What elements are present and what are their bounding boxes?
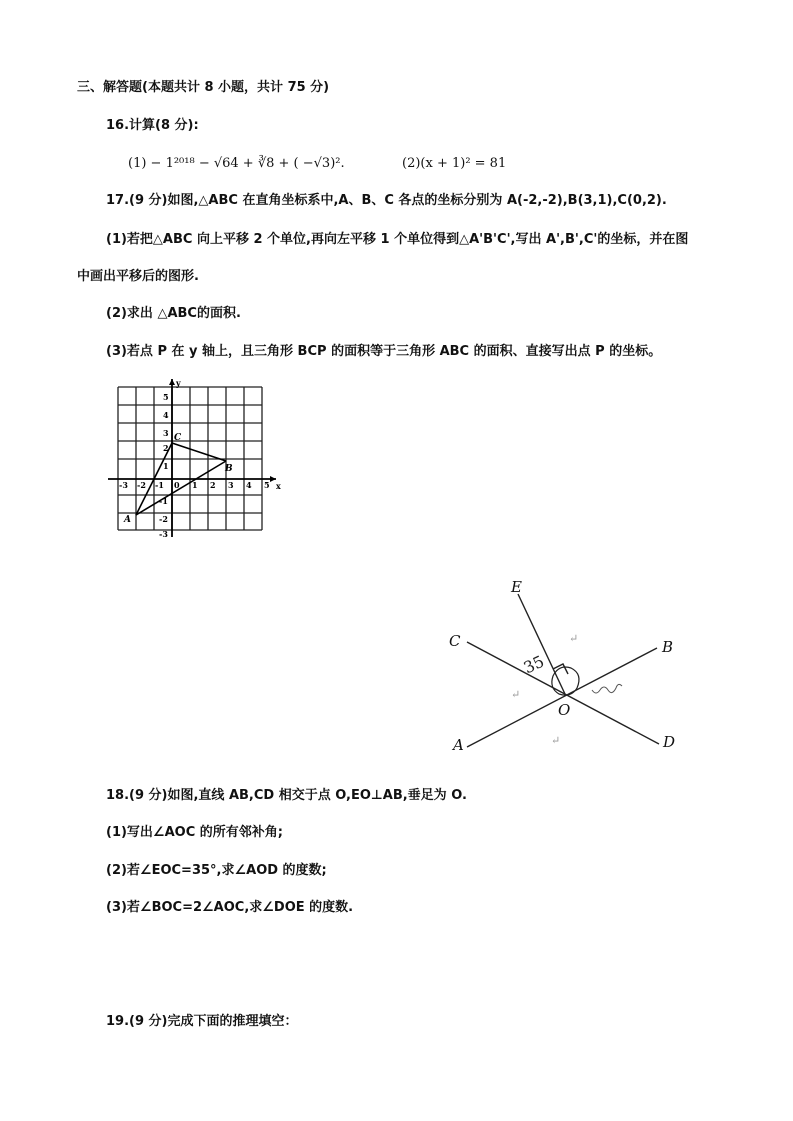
q17-part3: (3)若点 P 在 y 轴上，且三角形 BCP 的面积等于三角形 ABC 的面积、直接写出点 P 的坐标。 xyxy=(106,344,662,359)
q16-title: 16.计算(8 分): xyxy=(106,118,199,133)
q17-part1-line1: (1)若把△ABC 向上平移 2 个单位,再向左平移 1 个单位得到△A'B'C',写出 A',B',C'的坐标，并在图 xyxy=(106,232,689,247)
label-d: D xyxy=(663,733,676,751)
q17-part2: (2)求出 △ABC的面积. xyxy=(106,306,241,321)
q18-part1: (1)写出∠AOC 的所有邻补角; xyxy=(106,825,283,840)
angle-35-label: 35 xyxy=(520,651,548,678)
y-tick: 1 xyxy=(163,461,169,471)
x-tick: -2 xyxy=(137,480,146,490)
x-tick: 3 xyxy=(228,480,234,490)
return-mark-icon: ↵ xyxy=(551,734,561,747)
y-tick: 4 xyxy=(163,410,169,420)
q17-part1-line2: 中画出平移后的图形. xyxy=(77,269,199,284)
q17-title: 17.(9 分)如图,△ABC 在直角坐标系中,A、B、C 各点的坐标分别为 A(-2,-2),B(3,1),C(0,2). xyxy=(106,193,667,208)
y-tick: -1 xyxy=(159,496,168,506)
q19-title: 19.(9 分)完成下面的推理填空： xyxy=(106,1014,298,1029)
q16-part2: (2)(x + 1)² = 81 xyxy=(402,156,507,171)
label-a: A xyxy=(453,736,464,754)
x-tick: 2 xyxy=(210,480,216,490)
x-tick: 4 xyxy=(246,480,252,490)
q18-lines-figure xyxy=(425,572,687,772)
x-tick: -3 xyxy=(119,480,128,490)
y-tick: 2 xyxy=(163,443,169,453)
label-b: B xyxy=(662,638,674,656)
line-ab xyxy=(467,648,657,747)
y-axis-label: y xyxy=(176,378,181,388)
q18-part2: (2)若∠EOC=35°,求∠AOD 的度数; xyxy=(106,863,327,878)
grid-svg xyxy=(104,375,284,540)
angle-circle-mark xyxy=(552,667,579,695)
q18-part3: (3)若∠BOC=2∠AOC,求∠DOE 的度数. xyxy=(106,900,354,915)
x-axis-label: x xyxy=(276,481,281,491)
y-tick: -2 xyxy=(159,514,168,524)
x-tick: 1 xyxy=(192,480,198,490)
y-tick: 5 xyxy=(163,392,169,402)
y-tick: -3 xyxy=(159,529,168,539)
ray-oe xyxy=(518,594,565,694)
return-mark-icon: ↵ xyxy=(569,632,579,645)
y-tick: 3 xyxy=(163,428,169,438)
q16-part1: (1) − 1²⁰¹⁸ − √64 + ∛8 + ( −√3)². xyxy=(128,156,345,171)
label-e: E xyxy=(511,578,522,596)
x-tick: -1 xyxy=(155,480,164,490)
x-tick: 5 xyxy=(264,480,270,490)
point-b-label: B xyxy=(225,464,233,474)
point-c-label: C xyxy=(174,433,182,443)
label-o: O xyxy=(558,701,571,719)
line-cd xyxy=(467,642,659,744)
section-title: 三、解答题(本题共计 8 小题，共计 75 分) xyxy=(77,80,330,95)
y-axis-arrow-icon xyxy=(169,379,175,385)
q17-coordinate-grid xyxy=(104,375,284,540)
return-mark-icon: ↵ xyxy=(511,688,521,701)
point-a-label: A xyxy=(124,515,131,525)
x-tick: 0 xyxy=(174,480,180,490)
handwritten-mark xyxy=(592,684,622,693)
q18-title: 18.(9 分)如图,直线 AB,CD 相交于点 O,EO⊥AB,垂足为 O. xyxy=(106,788,467,803)
label-c: C xyxy=(449,632,461,650)
lines-svg xyxy=(425,572,687,772)
